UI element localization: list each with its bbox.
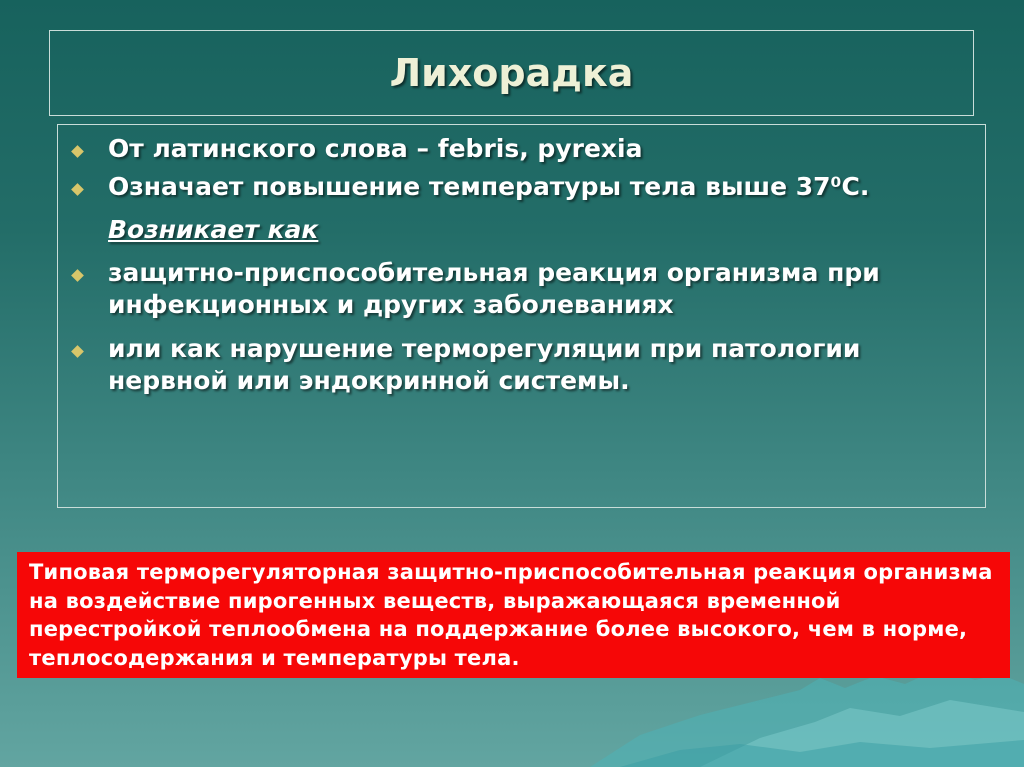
diamond-bullet-icon — [71, 269, 84, 282]
bullet-item-3: защитно-приспособительная реакция организма при инфекционных и других заболеваниях — [108, 258, 880, 319]
content-frame — [57, 124, 986, 508]
bullet-item-4: или как нарушение терморегуляции при патологии нервной или эндокринной системы. — [108, 334, 861, 395]
bullet-item-2: Означает повышение температуры тела выше 37⁰С. — [108, 172, 870, 201]
diamond-bullet-icon — [71, 145, 84, 158]
diamond-bullet-icon — [71, 183, 84, 196]
title-frame — [49, 30, 974, 116]
definition-box — [17, 552, 1010, 678]
emphasis-heading: Возникает как — [108, 215, 319, 244]
diamond-bullet-icon — [71, 345, 84, 358]
definition-text: Типовая терморегуляторная защитно-приспособительная реакция организма на воздействие пирогенных веществ, выражающаяся временной перестройкой теплообмена на поддержание более высокого, чем в норме, теплосодержания и температуры тела. — [29, 560, 993, 670]
slide-title: Лихорадка — [389, 51, 634, 95]
bullet-item-1: От латинского слова – febris, pyrexia — [108, 134, 643, 163]
